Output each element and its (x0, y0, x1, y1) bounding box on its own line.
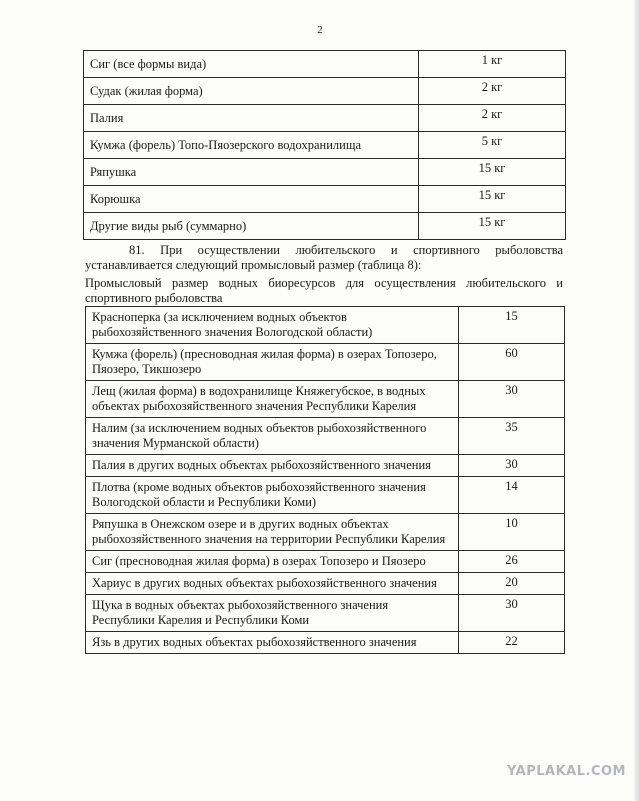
catch-limit-row (84, 213, 566, 240)
catch-limit-row-name: Ряпушка (84, 159, 419, 186)
min-size-row-name: Налим (за исключением водных объектов рыбохозяйственного значения Мурманской области) (86, 418, 459, 455)
catch-limit-row-name: Палия (84, 105, 419, 132)
catch-limit-row-name: Кумжа (форель) Топо-Пяозерского водохранилища (84, 132, 419, 159)
catch-limit-row-name: Судак (жилая форма) (84, 78, 419, 105)
catch-limit-row-value: 5 кг (419, 132, 566, 159)
catch-limits-table (83, 50, 566, 240)
min-size-row (86, 573, 565, 595)
min-size-row-name: Лещ (жилая форма) в водохранилище Княжегубское, в водных объектах рыбохозяйственного значения Республики Карелия (86, 381, 459, 418)
min-size-row-value: 22 (459, 632, 565, 654)
catch-limit-row-value: 2 кг (419, 105, 566, 132)
min-size-row-name: Плотва (кроме водных объектов рыбохозяйственного значения Вологодской области и Республики Коми) (86, 477, 459, 514)
min-size-row-name: Сиг (пресноводная жилая форма) в озерах Топозеро и Пяозеро (86, 551, 459, 573)
min-size-row-value: 26 (459, 551, 565, 573)
catch-limit-row (84, 105, 566, 132)
min-size-row (86, 632, 565, 654)
min-size-row-name: Хариус в других водных объектах рыбохозяйственного значения (86, 573, 459, 595)
catch-limits-body (84, 51, 566, 240)
min-size-row-name: Язь в других водных объектах рыбохозяйственного значения (86, 632, 459, 654)
catch-limit-row (84, 186, 566, 213)
min-size-row-value: 30 (459, 381, 565, 418)
catch-limit-row (84, 159, 566, 186)
min-size-row-value: 35 (459, 418, 565, 455)
min-size-row-value: 15 (459, 307, 565, 344)
watermark-logo: YAPLAKAL.COM (507, 764, 626, 779)
min-size-row-name: Ряпушка в Онежском озере и в других водных объектах рыбохозяйственного значения на территории Республики Карелия (86, 514, 459, 551)
min-size-row (86, 551, 565, 573)
min-size-row-name: Красноперка (за исключением водных объектов рыбохозяйственного значения Вологодской области) (86, 307, 459, 344)
min-size-row-name: Палия в других водных объектах рыбохозяйственного значения (86, 455, 459, 477)
min-size-row-value: 60 (459, 344, 565, 381)
min-size-row (86, 307, 565, 344)
min-size-row (86, 418, 565, 455)
catch-limit-row-name: Другие виды рыб (суммарно) (84, 213, 419, 240)
catch-limit-row-name: Сиг (все формы вида) (84, 51, 419, 78)
min-size-row-name: Щука в водных объектах рыбохозяйственного значения Республики Карелия и Республики Коми (86, 595, 459, 632)
page-edge-shadow (634, 0, 640, 801)
min-size-row-value: 30 (459, 595, 565, 632)
min-size-row (86, 477, 565, 514)
page-number: 2 (317, 24, 323, 36)
catch-limit-row-name: Корюшка (84, 186, 419, 213)
min-size-row-value: 20 (459, 573, 565, 595)
min-size-row (86, 595, 565, 632)
catch-limit-row (84, 78, 566, 105)
min-size-body (86, 307, 565, 654)
min-size-row-value: 14 (459, 477, 565, 514)
min-size-row-name: Кумжа (форель) (пресноводная жилая форма) в озерах Топозеро, Пяозеро, Тикшозеро (86, 344, 459, 381)
catch-limit-row-value: 2 кг (419, 78, 566, 105)
min-size-row-value: 10 (459, 514, 565, 551)
min-size-row (86, 344, 565, 381)
min-size-row (86, 455, 565, 477)
catch-limit-row-value: 15 кг (419, 159, 566, 186)
min-size-row (86, 514, 565, 551)
catch-limit-row-value: 15 кг (419, 186, 566, 213)
catch-limit-row-value: 1 кг (419, 51, 566, 78)
catch-limit-row-value: 15 кг (419, 213, 566, 240)
catch-limit-row (84, 51, 566, 78)
min-size-row (86, 381, 565, 418)
table-caption: Промысловый размер водных биоресурсов для осуществления любительского и спортивного рыболовства (85, 276, 563, 305)
catch-limit-row (84, 132, 566, 159)
paragraph-81: 81. При осуществлении любительского и спортивного рыболовства устанавливается следующий промысловый размер (таблица 8): (85, 243, 563, 272)
min-size-row-value: 30 (459, 455, 565, 477)
min-size-table (85, 306, 565, 654)
